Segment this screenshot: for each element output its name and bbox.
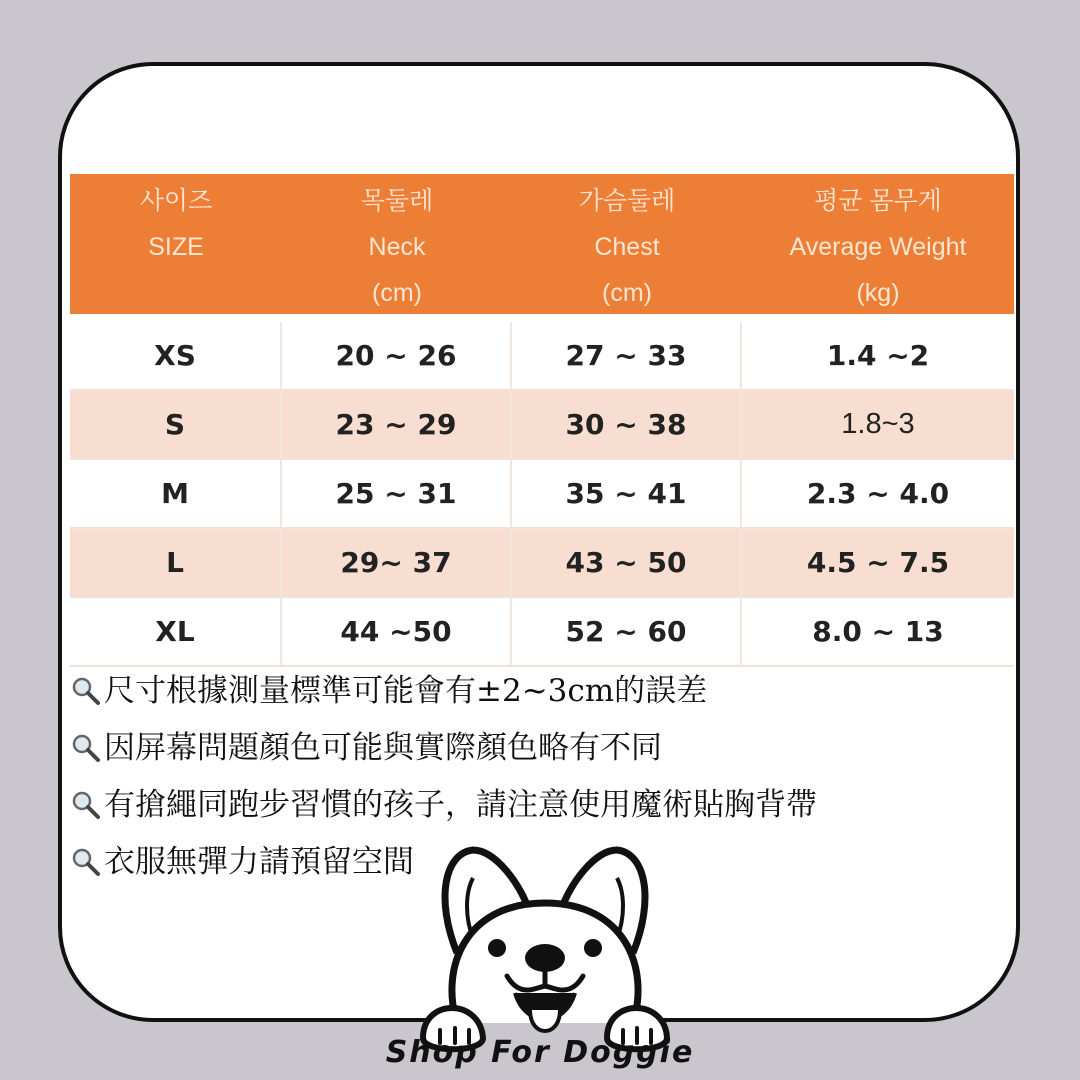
- magnifier-icon: [70, 732, 102, 764]
- magnifier-icon: [70, 675, 102, 707]
- brand-name: Shop For Doggie: [385, 1035, 695, 1070]
- note-item: [70, 662, 1000, 719]
- table-row: [70, 598, 1014, 667]
- header-chest: [512, 174, 742, 314]
- note-text: 因屏幕問題顏色可能與實際顏色略有不同: [104, 729, 662, 766]
- note-item: [70, 776, 1000, 833]
- header-neck: [282, 174, 512, 314]
- size-table: [70, 174, 1014, 667]
- cell-neck: 44 ~50: [282, 598, 512, 665]
- header-size: [70, 174, 282, 314]
- header-neck-en: Neck: [368, 233, 426, 261]
- cell-size: S: [70, 391, 282, 458]
- note-text: 尺寸根據測量標準可能會有±2~3cm的誤差: [104, 672, 708, 709]
- header-weight-en: Average Weight: [789, 233, 967, 261]
- magnifier-icon: [70, 789, 102, 821]
- cell-chest: 43 ~ 50: [512, 529, 742, 596]
- cell-weight: 4.5 ~ 7.5: [806, 546, 950, 579]
- header-neck-ko: 목둘레: [360, 187, 434, 215]
- cell-neck: 25 ~ 31: [282, 460, 512, 527]
- cell-weight: 8.0 ~ 13: [812, 615, 944, 648]
- header-size-en: SIZE: [148, 233, 204, 261]
- header-size-ko: 사이즈: [139, 187, 213, 215]
- cell-size: L: [70, 529, 282, 596]
- table-row: [70, 391, 1014, 460]
- note-text: 衣服無彈力請預留空間: [104, 843, 414, 880]
- table-row: [70, 460, 1014, 529]
- header-weight-unit: (kg): [856, 279, 900, 307]
- cell-weight: 2.3 ~ 4.0: [806, 477, 950, 510]
- header-chest-ko: 가슴둘레: [578, 187, 676, 215]
- header-chest-en: Chest: [594, 233, 660, 261]
- note-text: 有搶繩同跑步習慣的孩子，請注意使用魔術貼胸背帶: [104, 786, 817, 823]
- note-item: [70, 719, 1000, 776]
- header-weight-ko: 평균 몸무게: [814, 187, 942, 215]
- cell-chest: 27 ~ 33: [512, 322, 742, 389]
- cell-size: M: [70, 460, 282, 527]
- table-row: [70, 529, 1014, 598]
- cell-chest: 30 ~ 38: [512, 391, 742, 458]
- header-weight: [742, 174, 1014, 314]
- cell-chest: 35 ~ 41: [512, 460, 742, 527]
- cell-neck: 29~ 37: [282, 529, 512, 596]
- header-chest-unit: (cm): [602, 279, 652, 307]
- cell-size: XS: [70, 322, 282, 389]
- cell-neck: 20 ~ 26: [282, 322, 512, 389]
- magnifier-icon: [70, 846, 102, 878]
- cell-weight: 1.4 ~2: [826, 339, 930, 372]
- cell-weight: 1.8~3: [841, 408, 915, 440]
- header-neck-unit: (cm): [372, 279, 422, 307]
- table-row: [70, 322, 1014, 391]
- table-header: [70, 174, 1014, 314]
- cell-size: XL: [70, 598, 282, 665]
- cell-chest: 52 ~ 60: [512, 598, 742, 665]
- cell-neck: 23 ~ 29: [282, 391, 512, 458]
